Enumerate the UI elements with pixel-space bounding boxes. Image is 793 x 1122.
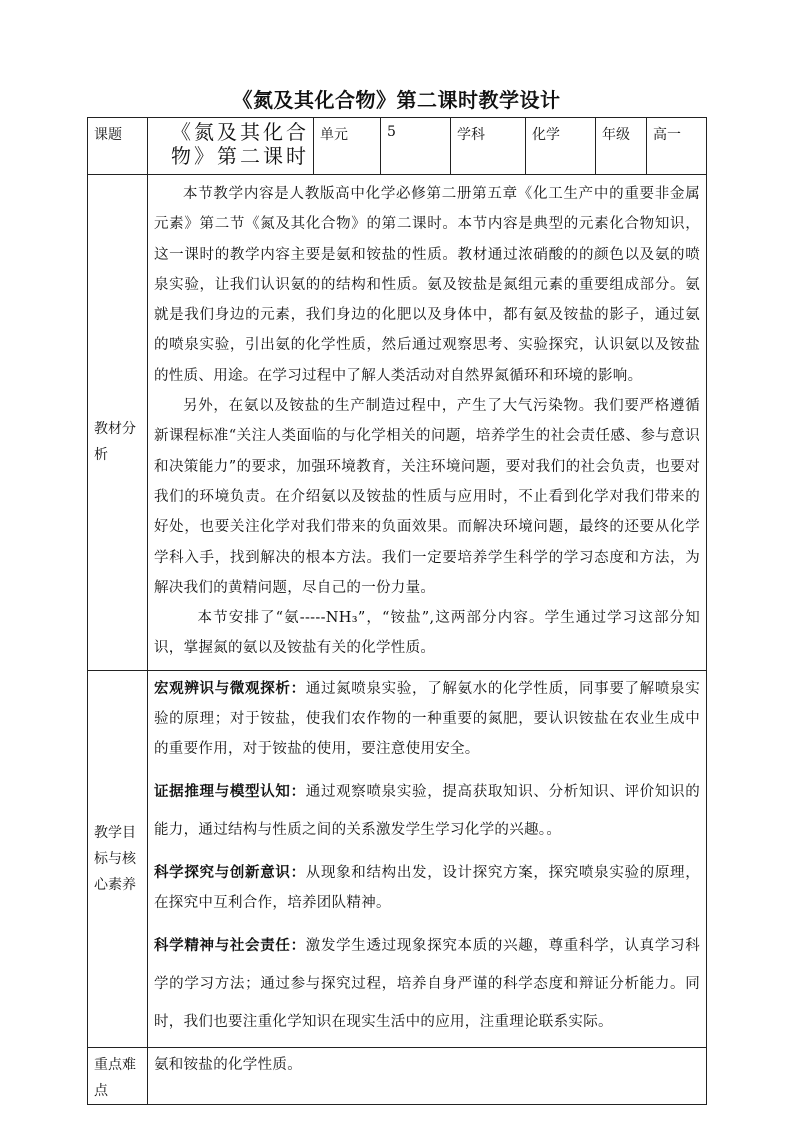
- analysis-paragraph: 本节安排了“氨-----NH₃”，“铵盐”,这两部分内容。学生通过学习这部分知识，掌握氮的氨以及铵盐有关的化学性质。: [154, 610, 700, 657]
- subject-label: 学科: [451, 118, 526, 175]
- analysis-paragraph: 另外，在氨以及铵盐的生产制造过程中，产生了大气污染物。我们要严格遵循新课程标准“关注人类面临的与化学相关的问题，培养学生的社会责任感、参与意识和决策能力”的要求，加强环境教育，关注环境问题，要对我们的社会负责，也要对我们的环境负责。在介绍氨以及铵盐的性质与应用时，不止看到化学对我们带来的好处，也要关注化学对我们带来的负面效果。而解决环境问题，最终的还要从化学学科入手，找到解决的根本方法。我们一定要培养学生科学的学习态度和方法，为解决我们的黄精问题，尽自己的一份力量。: [154, 398, 700, 596]
- goals-content: [148, 670, 707, 1047]
- key-points-text: 氨和铵盐的化学性质。: [148, 1047, 707, 1104]
- goal-text: 通过观察喷泉实验，提高获取知识、分析知识、评价知识的能力，通过结构与性质之间的关系激发学生学习化学的兴趣。。: [154, 783, 700, 838]
- goal-heading: 证据推理与模型认知：: [154, 782, 306, 800]
- unit-label: 单元: [314, 118, 381, 175]
- goal-item: [154, 927, 700, 1041]
- goals-label: 教学目标与核心素养: [88, 670, 148, 1047]
- header-row: [88, 118, 707, 175]
- goal-item: [154, 674, 700, 764]
- goal-heading: 宏观辨识与微观探析：: [154, 679, 306, 697]
- analysis-paragraph: 本节教学内容是人教版高中化学必修第二册第五章《化工生产中的重要非金属元素》第二节《氮及其化合物》的第二课时。本节内容是典型的元素化合物知识，这一课时的教学内容主要是氨和铵盐的性质。教材通过浓硝酸的的颜色以及氨的喷泉实验，让我们认识氨的的结构和性质。氨及铵盐是氮组元素的重要组成部分。氨就是我们身边的元素，我们身边的化肥以及身体中，都有氨及铵盐的影子，通过氨的喷泉实验，引出氨的化学性质，然后通过观察思考、实验探究，认识氨以及铵盐的性质、用途。在学习过程中了解人类活动对自然界氮循环和环境的影响。: [154, 186, 700, 384]
- goal-text: 通过氮喷泉实验，了解氨水的化学性质，同事要了解喷泉实验的原理；对于铵盐，使我们农作物的一种重要的氮肥，要认识铵盐在农业生成中的重要作用，对于铵盐的使用，要注意使用安全。: [154, 680, 700, 757]
- analysis-content: [148, 175, 707, 671]
- goal-heading: 科学精神与社会责任：: [154, 936, 306, 954]
- key-points-row: [88, 1047, 707, 1104]
- grade-value: 高一: [647, 118, 707, 175]
- analysis-row: [88, 175, 707, 671]
- key-points-label: 重点难点: [88, 1047, 148, 1104]
- goal-heading: 科学探究与创新意识：: [154, 863, 306, 881]
- topic-label: 课题: [88, 118, 148, 175]
- unit-value: 5: [381, 118, 451, 175]
- subject-value: 化学: [526, 118, 596, 175]
- grade-label: 年级: [596, 118, 647, 175]
- goal-item: [154, 858, 700, 918]
- topic-value: 《氮及其化合物》第二课时: [148, 118, 314, 175]
- goals-row: [88, 670, 707, 1047]
- document-title: 《氮及其化合物》第二课时教学设计: [232, 88, 561, 112]
- lesson-plan-table: [87, 117, 707, 1105]
- goal-text: 从现象和结构出发，设计探究方案，探究喷泉实验的原理，在探究中互利合作，培养团队精神。: [154, 864, 700, 911]
- analysis-label: 教材分析: [88, 175, 148, 671]
- goal-text: 激发学生透过现象探究本质的兴趣，尊重科学，认真学习科学的学习方法；通过参与探究过程，培养自身严谨的科学态度和辩证分析能力。同时，我们也要注重化学知识在现实生活中的应用，注重理论联系实际。: [154, 937, 700, 1030]
- goal-item: [154, 773, 700, 849]
